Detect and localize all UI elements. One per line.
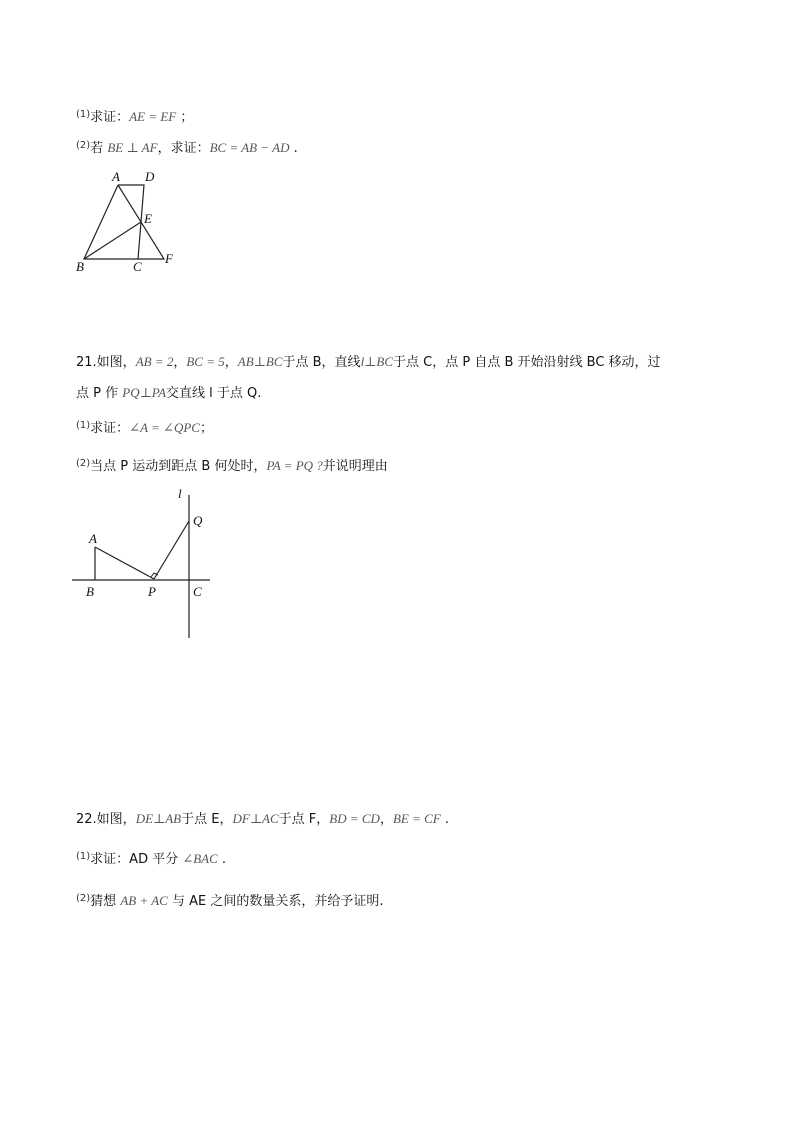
q22-part2: $^{(2)}$猜想 AB + AC 与 AE 之间的数量关系，并给予证明. (76, 893, 384, 909)
q20-part2: $^{(2)}$若 BE ⊥ AF，求证：BC = AB − AD . (76, 140, 298, 156)
label-e: E (144, 211, 152, 226)
q22-part1: $^{(1)}$求证：AD 平分 ∠BAC . (76, 851, 227, 867)
label-q: Q (193, 513, 203, 528)
label-b: B (86, 584, 94, 599)
label-c: C (133, 259, 142, 274)
q21-part1: $^{(1)}$求证：∠A = ∠QPC； (76, 420, 213, 436)
q22-stem: 22.如图，DE⊥AB于点 E，DF⊥AC于点 F，BD = CD，BE = CF . (76, 811, 450, 827)
label-c: C (193, 584, 202, 599)
q21-figure (72, 495, 210, 638)
label-d: D (145, 169, 155, 184)
q20-part1: $^{(1)}$求证：AE = EF ； (76, 109, 194, 125)
q21-stem-line2: 点 P 作 PQ⊥PA交直线 l 于点 Q. (76, 385, 262, 401)
q21-stem-line1: 21.如图，AB = 2，BC = 5，AB⊥BC于点 B，直线l⊥BC于点 C，点 P 自点 B 开始沿射线 BC 移动，过 (76, 354, 661, 370)
segment-ap (95, 547, 154, 579)
label-a: A (89, 531, 97, 546)
q20-figure (84, 185, 164, 259)
label-a: A (112, 169, 120, 184)
triangle-abf (84, 185, 164, 259)
q21-part2: $^{(2)}$当点 P 运动到距点 B 何处时，PA = PQ ?并说明理由 (76, 458, 388, 474)
label-f: F (165, 251, 173, 266)
label-b: B (76, 259, 84, 274)
label-p: P (148, 584, 156, 599)
label-l: l (178, 486, 182, 501)
segment-pq (154, 521, 189, 579)
